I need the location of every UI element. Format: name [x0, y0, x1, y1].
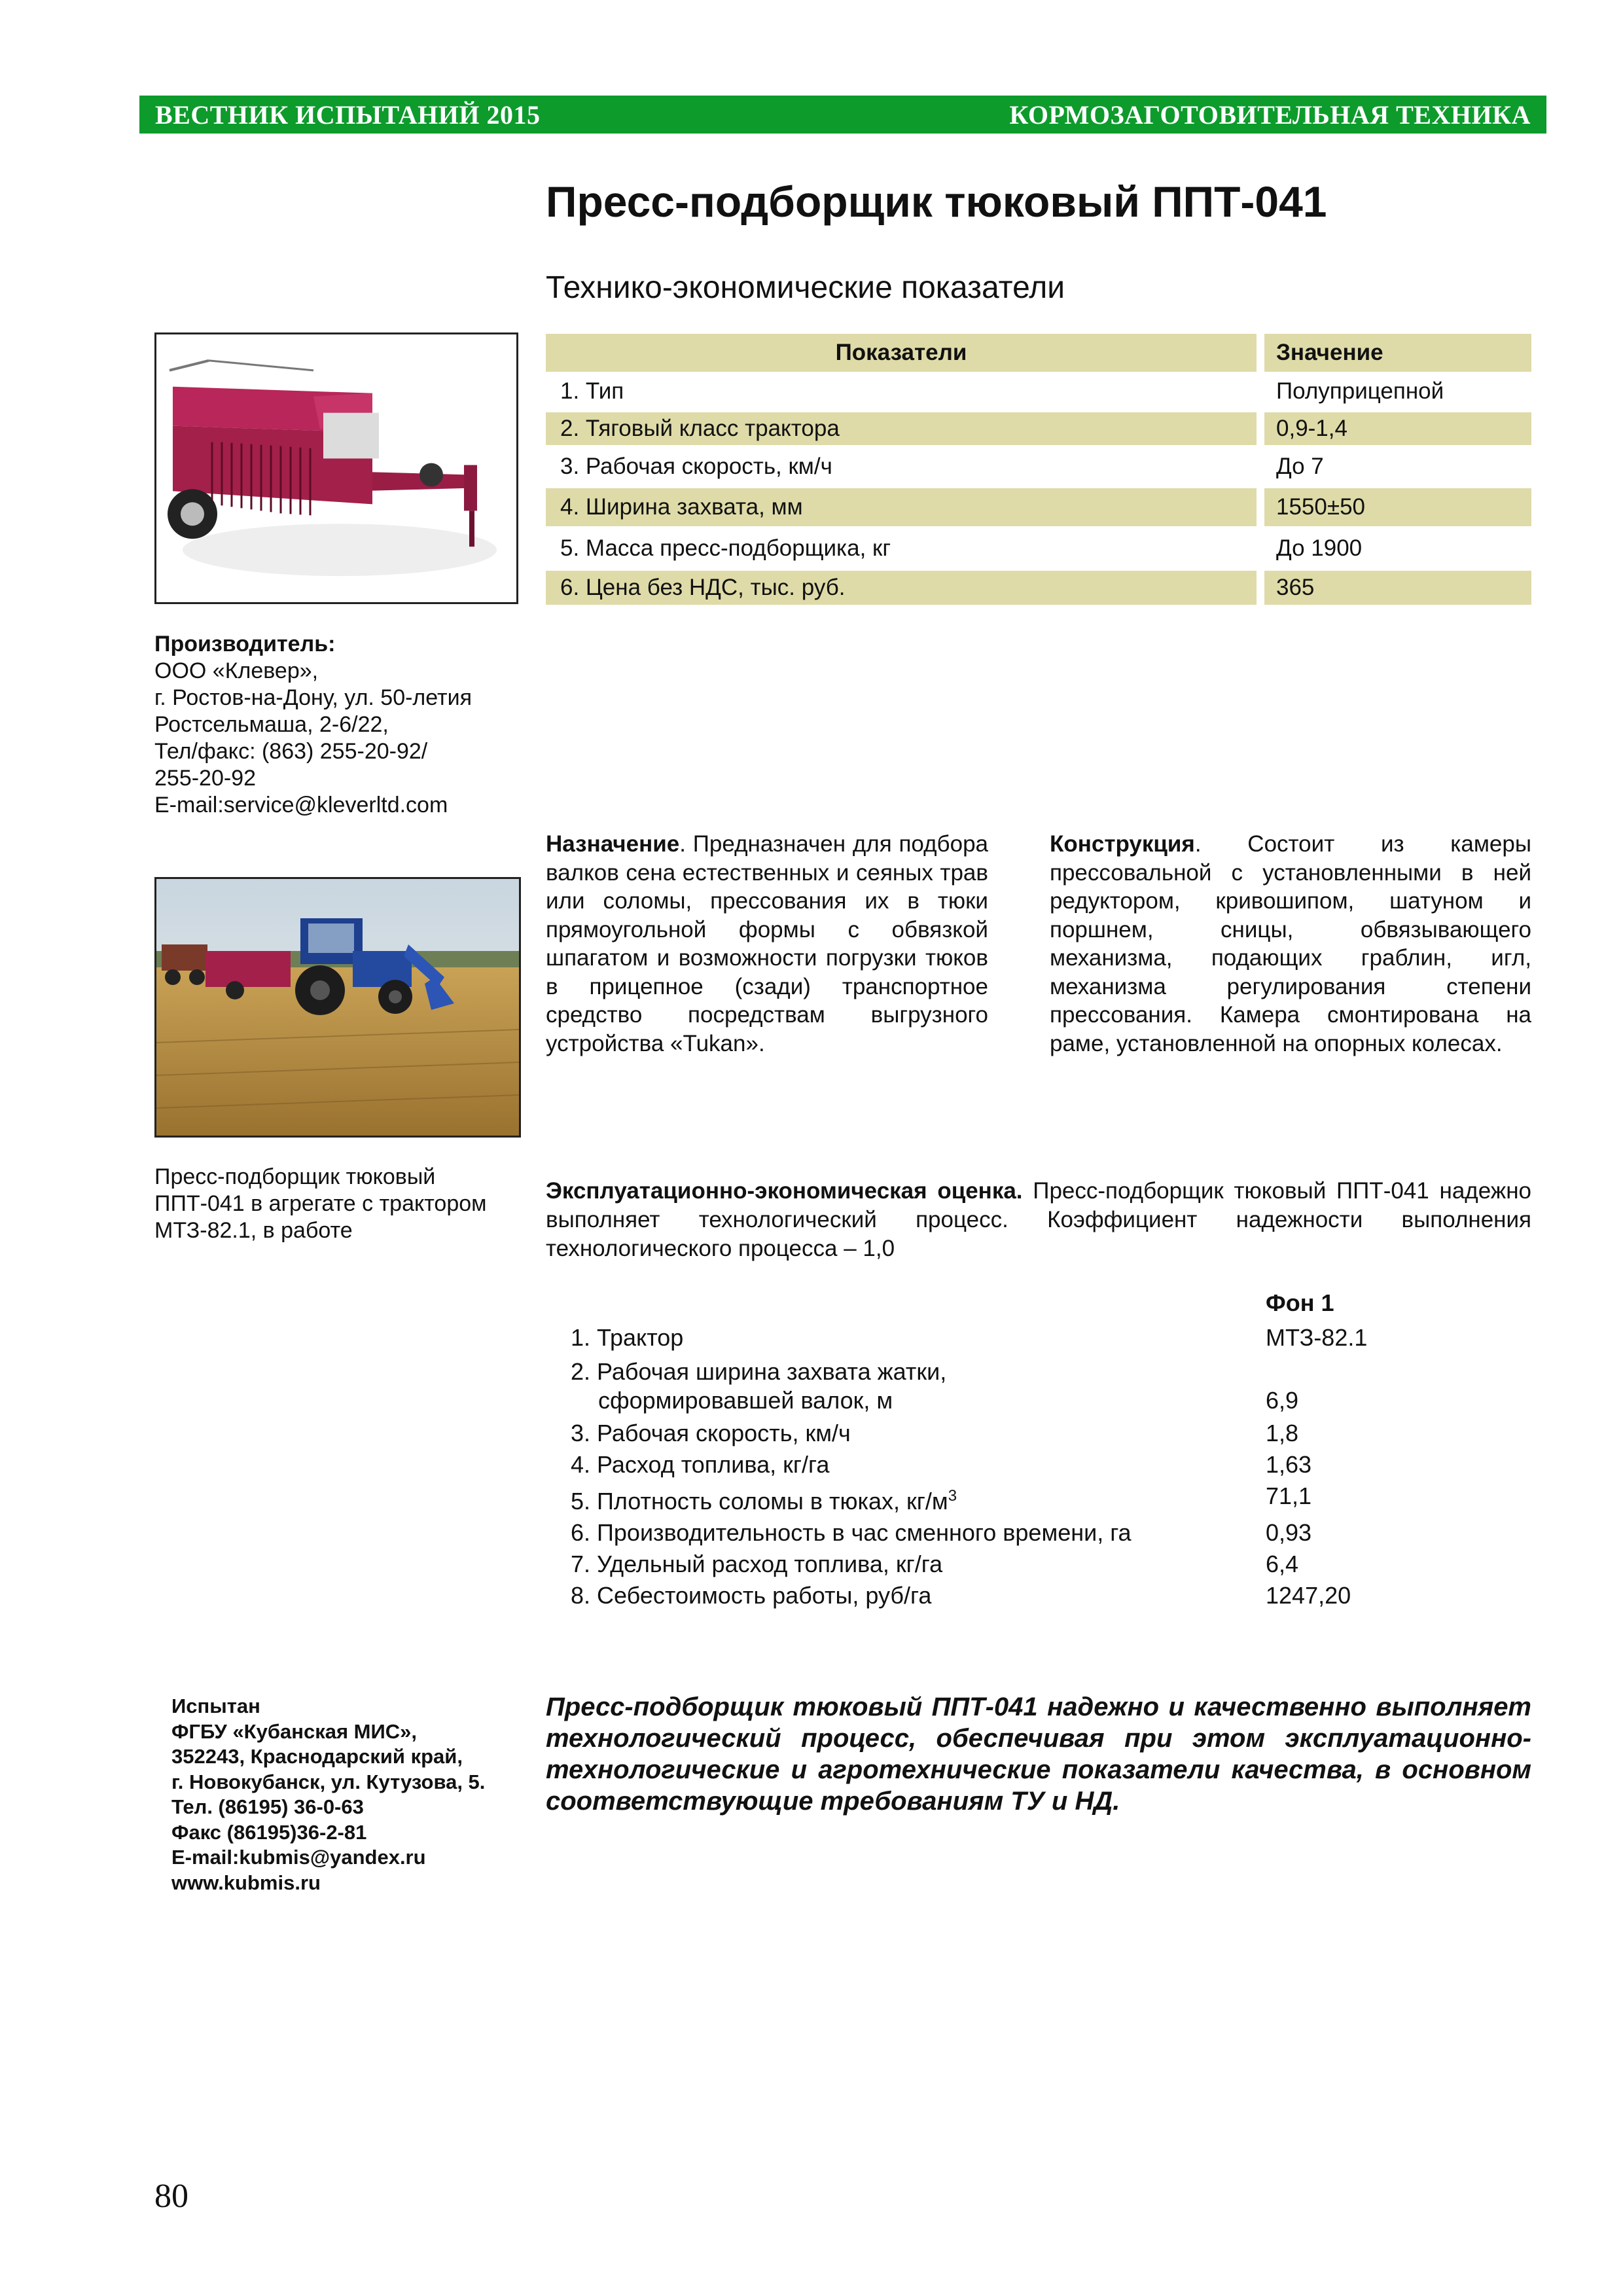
list-item [571, 1482, 1487, 1516]
item-value: 1247,20 [1266, 1582, 1351, 1609]
list-item [571, 1550, 1487, 1579]
table-row [546, 372, 1531, 411]
manufacturer-line: Тел/факс: (863) 255-20-92/ [154, 739, 428, 764]
results-list [571, 1323, 1487, 1610]
item-value: 1,63 [1266, 1451, 1312, 1478]
row-value: Полуприцепной [1276, 378, 1444, 404]
journal-title: ВЕСТНИК ИСПЫТАНИЙ 2015 [155, 99, 541, 130]
tested-line: Тел. (86195) 36-0-63 [171, 1795, 364, 1818]
manufacturer-heading: Производитель: [154, 632, 336, 656]
specs-table [546, 334, 1531, 605]
list-item [571, 1419, 1487, 1448]
item-label-block [571, 1357, 1266, 1415]
results-column-header: Фон 1 [1266, 1289, 1334, 1316]
table-row [546, 488, 1531, 526]
row-value: 365 [1264, 571, 1531, 605]
evaluation-paragraph [546, 1177, 1531, 1263]
purpose-text: . Предназначен для подбора валков сена естественных и сеяных трав или соломы, прессования их в тюки прямоугольной формы с обвязкой шпагатом и возможности погрузки тюков в прицепное (сзади) транспортное средство посредствам выгрузного устройства «Tukan». [546, 831, 988, 1056]
table-row [546, 571, 1531, 605]
manufacturer-info [154, 631, 534, 819]
row-value: 0,9-1,4 [1264, 412, 1531, 445]
baler-photo [154, 332, 518, 604]
column-header-indicator: Показатели [546, 334, 1257, 372]
item-label: 3. Рабочая скорость, км/ч [571, 1420, 851, 1446]
list-item [571, 1518, 1487, 1547]
item-label-continued: сформировавшей валок, м [598, 1387, 893, 1414]
construction-heading: Конструкция [1050, 831, 1195, 857]
row-label: 6. Цена без НДС, тыс. руб. [546, 571, 1257, 605]
header-bar [139, 96, 1546, 134]
row-label: 3. Рабочая скорость, км/ч [560, 454, 832, 479]
manufacturer-line: Ростсельмаша, 2-6/22, [154, 712, 389, 737]
row-value: До 7 [1276, 454, 1324, 479]
manufacturer-line: г. Ростов-на-Дону, ул. 50-летия [154, 685, 473, 710]
item-label: 6. Производительность в час сменного времени, га [571, 1519, 1132, 1546]
table-row [546, 526, 1531, 571]
manufacturer-line: 255-20-92 [154, 766, 257, 791]
row-label: 4. Ширина захвата, мм [546, 488, 1257, 526]
table-row [546, 445, 1531, 488]
table-row [546, 412, 1531, 445]
purpose-heading: Назначение [546, 831, 680, 857]
section-title: КОРМОЗАГОТОВИТЕЛЬНАЯ ТЕХНИКА [1009, 99, 1531, 130]
construction-text: . Состоит из камеры прессовальной с установленными в ней редуктором, кривошипом, шатуном и поршнем, сницы, обвязывающего механизма, подающих граблин, игл, механизма регулирования степени прессования. Камера смонтирована на раме, установленной на опорных колесах. [1050, 831, 1531, 1056]
item-label-superscript: 3 [948, 1487, 957, 1505]
page-subtitle: Технико-экономические показатели [546, 270, 1065, 305]
evaluation-text: Пресс-подборщик тюковый ППТ-041 надежно выполняет технологический процесс. Коэффициент надежности выполнения технологического процесса – 1,0 [546, 1178, 1531, 1261]
item-value: 0,93 [1266, 1519, 1312, 1546]
tested-line: Факс (86195)36-2-81 [171, 1820, 367, 1844]
tested-line: 352243, Краснодарский край, [171, 1745, 463, 1768]
row-label: 1. Тип [560, 378, 624, 404]
row-value: До 1900 [1276, 535, 1363, 561]
item-label: 2. Рабочая ширина захвата жатки, [571, 1358, 947, 1385]
tested-email: E-mail:kubmis@yandex.ru [171, 1846, 426, 1869]
row-value: 1550±50 [1264, 488, 1531, 526]
manufacturer-email: E-mail:service@kleverltd.com [154, 793, 448, 817]
field-work-photo [154, 877, 521, 1138]
page-title: Пресс-подборщик тюковый ППТ-041 [546, 177, 1327, 226]
table-header-row [546, 334, 1531, 372]
list-item [571, 1450, 1487, 1479]
row-label: 2. Тяговый класс трактора [546, 412, 1257, 445]
item-value: 6,9 [1266, 1387, 1299, 1414]
item-value: 1,8 [1266, 1420, 1299, 1446]
construction-paragraph [1050, 830, 1531, 1058]
column-header-value: Значение [1264, 334, 1531, 372]
item-label: 7. Удельный расход топлива, кг/га [571, 1551, 943, 1577]
tested-line: ФГБУ «Кубанская МИС», [171, 1719, 417, 1743]
purpose-paragraph [546, 830, 988, 1058]
tested-by-info [171, 1694, 538, 1895]
list-item [571, 1323, 1487, 1352]
evaluation-heading: Эксплуатационно-экономическая оценка. [546, 1178, 1023, 1204]
manufacturer-line: ООО «Клевер», [154, 658, 319, 683]
tested-website: www.kubmis.ru [171, 1871, 321, 1894]
tested-line: Испытан [171, 1695, 260, 1717]
page-number: 80 [154, 2178, 188, 2215]
tested-line: г. Новокубанск, ул. Кутузова, 5. [171, 1770, 486, 1793]
list-item [571, 1357, 1487, 1415]
conclusion-paragraph: Пресс-подборщик тюковый ППТ-041 надежно и качественно выполняет технологический процесс, обеспечивая при этом эксплуатационно-технологические и агротехнические показатели качества, в основном соответствующие требованиям ТУ и НД. [546, 1693, 1531, 1816]
item-label: 1. Трактор [571, 1324, 684, 1351]
item-label: 4. Расход топлива, кг/га [571, 1451, 830, 1478]
item-value: МТЗ-82.1 [1266, 1324, 1368, 1351]
item-value: 6,4 [1266, 1551, 1299, 1577]
item-label: 5. Плотность соломы в тюках, кг/м [571, 1488, 948, 1515]
photo-caption: Пресс-подборщик тюковый ППТ-041 в агрегате с трактором МТЗ-82.1, в работе [154, 1164, 487, 1243]
row-label: 5. Масса пресс-подборщика, кг [560, 535, 891, 561]
item-label-block [571, 1482, 1266, 1516]
list-item [571, 1581, 1487, 1610]
item-value: 71,1 [1266, 1482, 1312, 1509]
item-label: 8. Себестоимость работы, руб/га [571, 1582, 932, 1609]
